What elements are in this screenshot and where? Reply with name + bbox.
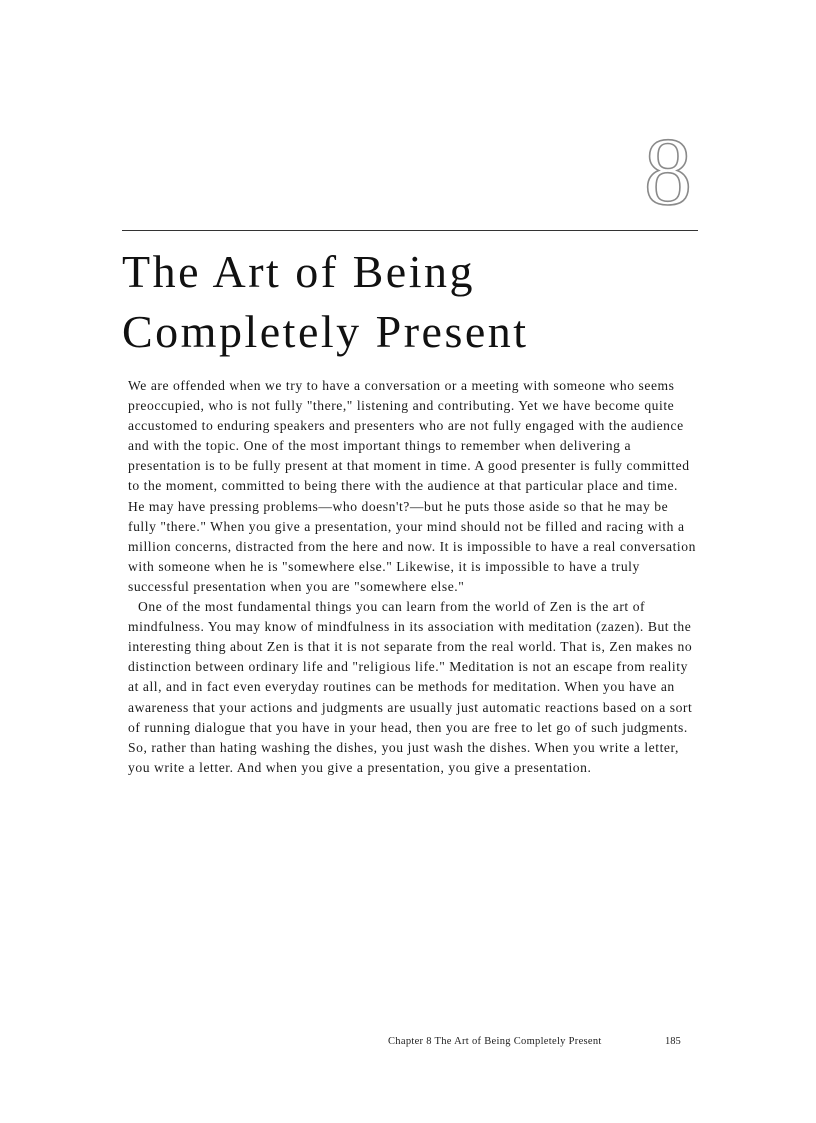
page-number: 185 xyxy=(665,1036,681,1047)
body-paragraph-2: One of the most fundamental things you can learn from the world of Zen is the art of mindfulness. You may know of mindfulness in its association with meditation (zazen). But the interesting thing about Zen is that it is not separate from the real world. That is, Zen makes no distinction between ordinary life and "religious life." Meditation is not an escape from reality at all, and in fact even everyday routines can be methods for meditation. When you have an awareness that your actions and judgments are usually just automatic reactions based on a sort of running dialogue that you have in your head, then you are free to let go of such judgments. So, rather than hating washing the dishes, you just wash the dishes. When you write a letter, you write a letter. And when you give a presentation, you give a presentation. xyxy=(128,599,693,775)
body-text xyxy=(128,376,696,778)
chapter-rule xyxy=(122,230,698,231)
chapter-title-line-2: Completely Present xyxy=(122,306,529,357)
chapter-title xyxy=(122,242,682,362)
body-paragraph-1: We are offended when we try to have a conversation or a meeting with someone who seems preoccupied, who is not fully "there," listening and contributing. Yet we have become quite accustomed to enduring speakers and presenters who are not fully engaged with the audience and with the topic. One of the most important things to remember when delivering a presentation is to be fully present at that moment in time. A good presenter is fully committed to the moment, committed to being there with the audience at that particular place and time. He may have pressing problems—who doesn't?—but he puts those aside so that he may be fully "there." When you give a presentation, your mind should not be filled and racing with a million concerns, distracted from the here and now. It is impossible to have a real conversation with someone when he is "somewhere else." Likewise, it is impossible to have a truly successful presentation when you are "somewhere else." xyxy=(128,378,696,594)
chapter-number: 8 xyxy=(644,118,692,225)
chapter-title-line-1: The Art of Being xyxy=(122,246,475,297)
running-footer: Chapter 8 The Art of Being Completely Present xyxy=(388,1036,602,1047)
